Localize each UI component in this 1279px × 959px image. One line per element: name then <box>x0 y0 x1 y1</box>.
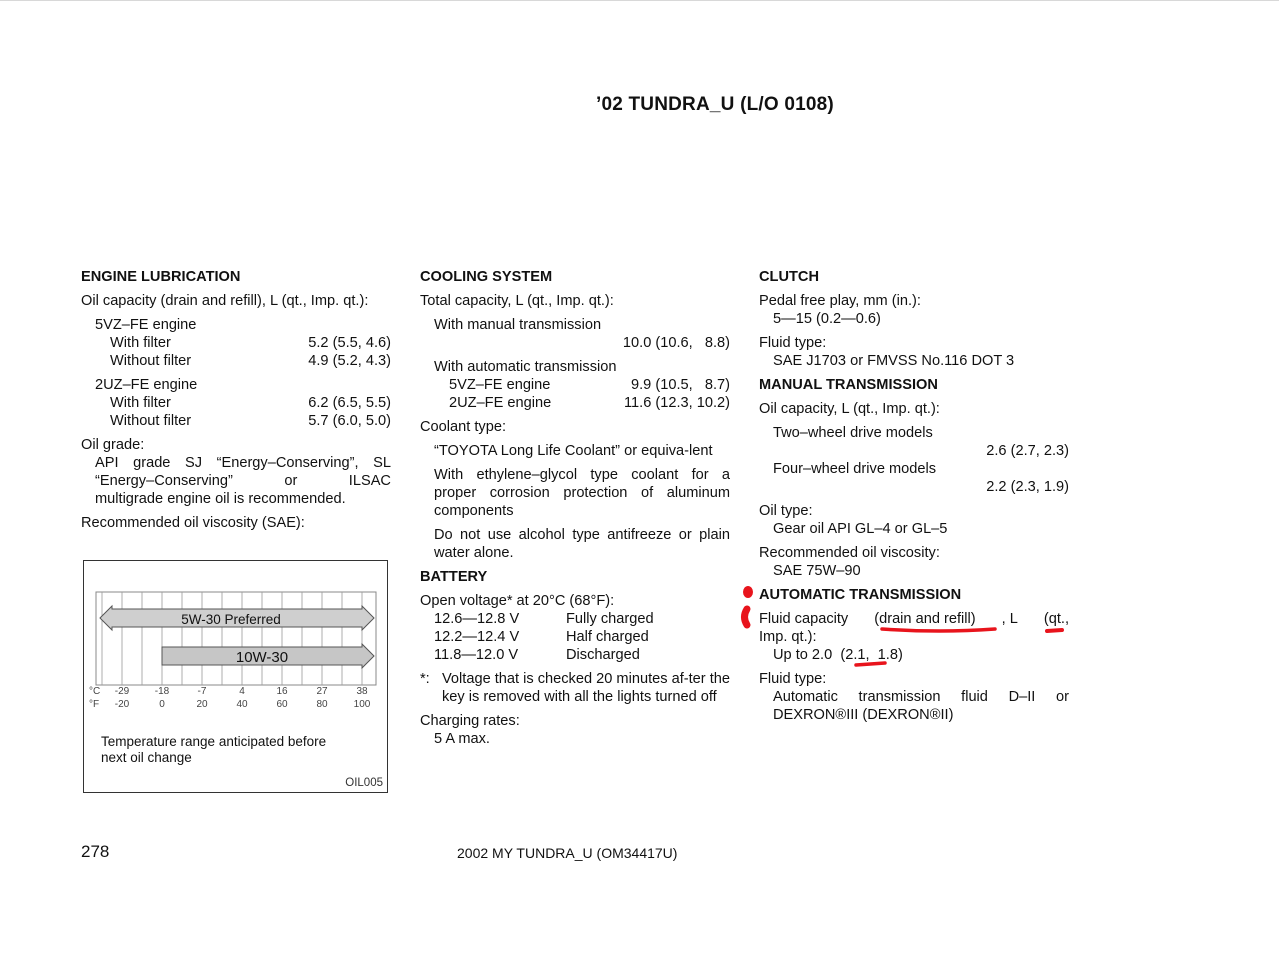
at-capacity-value-part: 1.8) <box>877 647 903 663</box>
mt-oil-capacity-label: Oil capacity, L (qt., Imp. qt.): <box>759 401 940 417</box>
at-fluid-type-label: Fluid type: <box>759 671 827 687</box>
charge-state: Half charged <box>566 629 649 645</box>
coolant-paragraph: With ethylene–glycol type coolant for a proper corrosion protection of aluminum components <box>434 467 730 519</box>
mt-viscosity-value: SAE 75W–90 <box>773 563 861 579</box>
mt-oil-type-value: Gear oil API GL–4 or GL–5 <box>773 521 948 537</box>
section-title-engine-lubrication: ENGINE LUBRICATION <box>81 269 241 285</box>
manual-trans-label: With manual transmission <box>434 317 602 333</box>
oil-grade-line <box>81 472 391 490</box>
at-fluid-type-line: DEXRON®III (DEXRON®II) <box>773 707 954 723</box>
coolant-paragraph: Do not use alcohol type antifreeze or plain water alone. <box>434 527 730 561</box>
battery-row <box>420 646 730 664</box>
at-fc-qt: (qt., <box>1043 611 1069 627</box>
section-title-cooling: COOLING SYSTEM <box>420 269 553 285</box>
pedal-free-play-label: Pedal free play, mm (in.): <box>759 293 921 309</box>
oil-grade-word: ILSAC <box>348 473 391 489</box>
at-fc-drain-refill: (drain and refill) <box>874 611 976 627</box>
chart-plot-frame <box>96 592 376 685</box>
fahrenheit-tick-label: 40 <box>236 699 248 710</box>
chart-code: OIL005 <box>345 777 383 789</box>
red-mark-annotation <box>745 609 748 625</box>
spec-value: 5.7 (6.0, 5.0) <box>308 413 391 429</box>
oil-grade-label: Oil grade: <box>81 437 145 453</box>
footnote-mark: *: <box>420 671 430 687</box>
viscosity-chart-svg <box>84 561 387 721</box>
clutch-fluid-type-label: Fluid type: <box>759 335 827 351</box>
at-fluid-capacity-line <box>759 610 1069 628</box>
battery-row <box>420 628 730 646</box>
chart-caption <box>101 734 326 766</box>
footnote-text: Voltage that is checked 20 minutes af-ter the key is removed with all the lights turned off <box>442 671 730 705</box>
fahrenheit-unit: °F <box>89 699 100 710</box>
two-wheel-drive-value: 2.6 (2.7, 2.3) <box>986 443 1069 459</box>
spec-label: With filter <box>110 395 171 411</box>
section-title-manual-transmission: MANUAL TRANSMISSION <box>759 377 938 393</box>
spec-label: Without filter <box>110 413 192 429</box>
charging-rates-value: 5 A max. <box>434 731 490 747</box>
spec-value: 6.2 (6.5, 5.5) <box>308 395 391 411</box>
oil-grade-line: multigrade engine oil is recommended. <box>95 491 346 507</box>
spec-value: 4.9 (5.2, 4.3) <box>308 353 391 369</box>
spec-value: 5.2 (5.5, 4.6) <box>308 335 391 351</box>
bar-10w30-label: 10W-30 <box>235 649 289 666</box>
open-voltage-label: Open voltage* at 20°C (68°F): <box>420 593 615 609</box>
spec-row <box>420 376 730 394</box>
spec-value: 9.9 (10.5, 8.7) <box>631 377 730 393</box>
coolant-type-label: Coolant type: <box>420 419 506 435</box>
voltage-range: 11.8—12.0 V <box>434 647 519 663</box>
celsius-tick-label: -18 <box>154 686 170 697</box>
battery-row <box>420 610 730 628</box>
engine-5vz-label: 5VZ–FE engine <box>95 317 197 333</box>
spec-label: Without filter <box>110 353 192 369</box>
spec-row <box>81 352 391 370</box>
viscosity-chart <box>83 560 388 793</box>
chart-caption-line: next oil change <box>101 750 192 765</box>
at-fc-word: Fluid capacity <box>759 611 849 627</box>
spec-value: 11.6 (12.3, 10.2) <box>623 395 730 411</box>
fahrenheit-tick-label: 100 <box>353 699 371 710</box>
at-capacity-value <box>759 646 1069 664</box>
at-fluid-type-line: Automatic transmission fluid D–II or <box>773 689 1069 705</box>
chart-caption-line: Temperature range anticipated before <box>101 734 327 749</box>
voltage-range: 12.6—12.8 V <box>434 611 520 627</box>
page-number: 278 <box>81 842 110 861</box>
celsius-tick-label: -29 <box>114 686 130 697</box>
fahrenheit-tick-label: 60 <box>276 699 288 710</box>
celsius-tick-label: 38 <box>356 686 368 697</box>
at-capacity-value-qt: (2.1, <box>840 647 870 663</box>
two-wheel-drive-label: Two–wheel drive models <box>773 425 933 441</box>
viscosity-label: Recommended oil viscosity (SAE): <box>81 515 305 531</box>
section-title-battery: BATTERY <box>420 569 488 585</box>
section-title-automatic-transmission: AUTOMATIC TRANSMISSION <box>759 587 962 603</box>
voltage-range: 12.2—12.4 V <box>434 629 520 645</box>
oil-grade-word: “Energy–Conserving” <box>95 473 233 489</box>
celsius-tick-label: 27 <box>316 686 328 697</box>
spec-row <box>420 394 730 412</box>
four-wheel-drive-label: Four–wheel drive models <box>773 461 937 477</box>
pedal-free-play-value: 5—15 (0.2—0.6) <box>773 311 881 327</box>
charging-rates-label: Charging rates: <box>420 713 520 729</box>
fahrenheit-tick-label: -20 <box>114 699 130 710</box>
mt-oil-type-label: Oil type: <box>759 503 813 519</box>
at-fc-imp: Imp. qt.): <box>759 629 817 645</box>
spec-row <box>81 394 391 412</box>
at-capacity-value-part: Up to 2.0 <box>773 647 833 663</box>
celsius-tick-label: -7 <box>197 686 207 697</box>
spec-label: With filter <box>110 335 171 351</box>
coolant-paragraph: “TOYOTA Long Life Coolant” or equiva-lent <box>434 443 713 459</box>
celsius-tick-label: 16 <box>276 686 288 697</box>
celsius-tick-label: 4 <box>239 686 245 697</box>
mt-viscosity-label: Recommended oil viscosity: <box>759 545 940 561</box>
auto-trans-label: With automatic transmission <box>434 359 617 375</box>
clutch-fluid-type-value: SAE J1703 or FMVSS No.116 DOT 3 <box>773 353 1015 369</box>
celsius-unit: °C <box>89 686 101 697</box>
battery-footnote <box>420 670 730 706</box>
engine-2uz-label: 2UZ–FE engine <box>95 377 198 393</box>
page-header: ’02 TUNDRA_U (L/O 0108) <box>596 94 834 115</box>
bar-5w30-label: 5W-30 Preferred <box>181 612 281 627</box>
column-clutch-transmission <box>759 268 1069 724</box>
four-wheel-drive-value: 2.2 (2.3, 1.9) <box>986 479 1069 495</box>
total-capacity-label: Total capacity, L (qt., Imp. qt.): <box>420 293 614 309</box>
oil-grade-word: or <box>284 473 298 489</box>
footer-text: 2002 MY TUNDRA_U (OM34417U) <box>457 845 678 861</box>
fahrenheit-tick-label: 80 <box>316 699 328 710</box>
column-engine-lubrication <box>81 268 391 532</box>
fahrenheit-tick-label: 20 <box>196 699 208 710</box>
column-cooling-battery <box>420 268 730 748</box>
charge-state: Fully charged <box>566 611 654 627</box>
manual-trans-value: 10.0 (10.6, 8.8) <box>622 335 730 351</box>
fahrenheit-tick-label: 0 <box>159 699 165 710</box>
red-dot-annotation <box>743 586 753 598</box>
charge-state: Discharged <box>566 647 640 663</box>
spec-label: 2UZ–FE engine <box>449 395 552 411</box>
spec-row <box>81 334 391 352</box>
oil-grade-line: API grade SJ “Energy–Conserving”, SL <box>95 455 391 471</box>
section-title-clutch: CLUTCH <box>759 269 819 285</box>
spec-label: 5VZ–FE engine <box>449 377 551 393</box>
at-fc-unit: , L <box>1001 611 1018 627</box>
spec-row <box>81 412 391 430</box>
top-border <box>0 0 1279 1</box>
oil-capacity-label: Oil capacity (drain and refill), L (qt., Imp. qt.): <box>81 293 369 309</box>
